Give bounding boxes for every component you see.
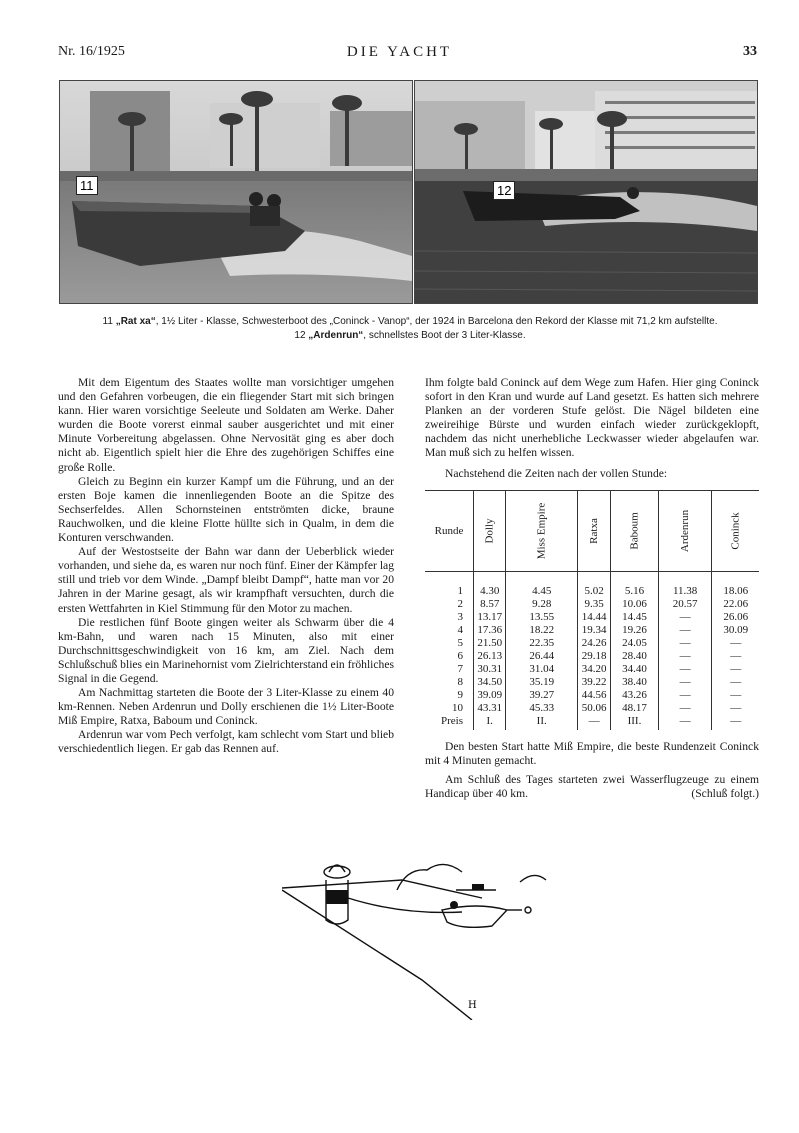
time-cell: 9.35 — [577, 598, 610, 611]
time-cell: 13.17 — [474, 611, 506, 624]
time-cell: — — [658, 650, 712, 663]
time-cell: 30.09 — [712, 624, 759, 637]
article-right-column-end — [425, 740, 759, 801]
time-cell: 14.44 — [577, 611, 610, 624]
time-cell: — — [712, 676, 759, 689]
photo-number: 12 — [493, 181, 515, 200]
time-cell: 5.16 — [611, 572, 659, 599]
table-row — [425, 650, 759, 663]
photo-caption-12 — [40, 329, 780, 342]
time-cell: 9.28 — [506, 598, 578, 611]
header-runde — [425, 491, 474, 572]
sketch-signature: H — [468, 1000, 477, 1011]
time-cell: — — [658, 689, 712, 702]
time-cell: 8.57 — [474, 598, 506, 611]
header-miss-empire — [506, 491, 578, 572]
boat-ratxa-photo — [59, 80, 413, 304]
time-cell: 21.50 — [474, 637, 506, 650]
header-label: Miss Empire — [535, 502, 548, 560]
magazine-title: DIE YACHT — [346, 44, 453, 60]
time-cell: 45.33 — [506, 702, 578, 715]
round-cell: 6 — [457, 650, 463, 662]
time-cell: — — [712, 650, 759, 663]
paragraph: Den besten Start hatte Miß Empire, die beste Rundenzeit Coninck mit 4 Minuten gemacht. — [425, 740, 759, 768]
time-cell: 43.31 — [474, 702, 506, 715]
time-cell: 24.26 — [577, 637, 610, 650]
time-cell: — — [712, 637, 759, 650]
paragraph: Gleich zu Beginn ein kurzer Kampf um die Führung, und an der ersten Boje kamen die innenliegenden Boote an die Spitze des Sechserfeldes. Allen Schornsteinen entströmten dicke, braune Rauchwolken, und die kleine Flotte hüllte sich in Qualm, in dem die Konturen verschwanden. — [58, 474, 394, 545]
paragraph: Mit dem Eigentum des Staates wollte man vorsichtiger umgehen und den Gefahren vorbeugen, die ein fliegender Start mit sich bringen kann. Hier waren vorsichtige Seeleute und Soldaten am Werke. Daher wurden die Boote vorerst einmal sauber ausgerichtet und mit einer Minute Vorbereitung abgelassen. Ohne Nervosität ging es aber doch nicht ab. Eigentlich spielt hier die Ehre des zugehörigen Schiffes eine große Rolle. — [58, 376, 394, 474]
time-cell: — — [712, 663, 759, 676]
round-cell: 1 — [457, 585, 463, 597]
round-cell: Preis — [441, 715, 463, 727]
time-cell: 14.45 — [611, 611, 659, 624]
round-cell: 5 — [457, 637, 463, 649]
time-cell: 39.22 — [577, 676, 610, 689]
header-ardenrun — [658, 491, 712, 572]
time-cell: — — [658, 702, 712, 715]
time-cell: 17.36 — [474, 624, 506, 637]
paragraph: Ihm folgte bald Coninck auf dem Wege zum Hafen. Hier ging Coninck sofort in den Kran und wurde auf Land gesetzt. Es hatten sich mehrere Planken an der vorderen Stufe gelöst. Die Nägel bildeten eine zweireihige Bürste und wurden einfach wieder zurückgeklopft, nachdem das nicht unerhebliche Leckwasser wieder abgelaufen war. Man muß sich zu helfen wissen. — [425, 376, 759, 460]
time-cell: I. — [474, 715, 506, 730]
time-cell: — — [658, 663, 712, 676]
caption-boat-name: „Rat xa“ — [115, 316, 156, 327]
time-cell: 34.20 — [577, 663, 610, 676]
time-cell: 30.31 — [474, 663, 506, 676]
time-cell: 18.22 — [506, 624, 578, 637]
header-label: Runde — [434, 525, 464, 537]
time-cell: 13.55 — [506, 611, 578, 624]
paragraph — [425, 773, 759, 801]
time-cell: 34.50 — [474, 676, 506, 689]
lap-times-table — [425, 490, 759, 730]
table-heading: Nachstehend die Zeiten nach der vollen Stunde: — [445, 466, 668, 480]
time-cell: 26.44 — [506, 650, 578, 663]
paragraph: Am Nachmittag starteten die Boote der 3 Liter-Klasse zu einem 40 km-Rennen. Neben Ardenrun und Dolly erschienen die 1½ Liter-Boote Miß Empire, Ratxa, Baboum und Coninck. — [58, 686, 394, 728]
paragraph-text: Am Schluß des Tages starteten zwei Wasserflugzeuge zu einem Handicap über 40 km. — [425, 773, 759, 801]
time-cell: — — [658, 637, 712, 650]
table-row — [425, 676, 759, 689]
article-left-column — [58, 376, 394, 757]
time-cell: II. — [506, 715, 578, 730]
caption-text: , 1½ Liter - Klasse, Schwesterboot des „Coninck - Vanop“, der 1924 in Barcelona den Rekord der Klasse mit 71,2 km aufstellte. — [155, 316, 718, 327]
page-number: 33 — [743, 44, 757, 59]
table-row — [425, 689, 759, 702]
header-baboum — [611, 491, 659, 572]
table-row — [425, 611, 759, 624]
round-cell: 3 — [457, 611, 463, 623]
time-cell: 26.13 — [474, 650, 506, 663]
continuation-note: (Schluß folgt.) — [691, 787, 759, 801]
header-label: Ardenrun — [679, 509, 692, 553]
caption-boat-name: „Ardenrun“ — [308, 330, 364, 341]
time-cell: 34.40 — [611, 663, 659, 676]
time-cell: — — [658, 624, 712, 637]
time-cell: — — [712, 702, 759, 715]
boat-sketch-illustration — [282, 850, 574, 1020]
table-row — [425, 572, 759, 599]
round-cell: 9 — [457, 689, 463, 701]
time-cell: 39.27 — [506, 689, 578, 702]
time-cell: 43.26 — [611, 689, 659, 702]
photo-caption-11 — [40, 315, 780, 328]
time-cell: 19.26 — [611, 624, 659, 637]
time-cell: — — [712, 689, 759, 702]
paragraph: Die restlichen fünf Boote gingen weiter als Schwarm über die 4 km-Bahn, und waren nach 15 Minuten, also mit einer Durchschnittsgeschwindigkeit von 16 km, am Ziel. Nach dem Schlußschuß blies ein Marinehornist vom Zielrichterstand ein fröhliches Signal in die Gegend. — [58, 615, 394, 685]
header-label: Ratxa — [588, 518, 601, 544]
table-row — [425, 715, 759, 730]
table-header-row — [425, 491, 759, 572]
round-cell: 8 — [457, 676, 463, 688]
time-cell: 31.04 — [506, 663, 578, 676]
time-cell: — — [712, 715, 759, 730]
time-cell: III. — [611, 715, 659, 730]
time-cell: 48.17 — [611, 702, 659, 715]
table-row — [425, 663, 759, 676]
time-cell: 38.40 — [611, 676, 659, 689]
time-cell: 22.06 — [712, 598, 759, 611]
photo-number: 11 — [76, 176, 98, 195]
time-cell: 18.06 — [712, 572, 759, 599]
time-cell: 26.06 — [712, 611, 759, 624]
caption-number: 12 — [294, 330, 309, 341]
table-row — [425, 624, 759, 637]
article-right-column — [425, 376, 759, 481]
time-cell: 11.38 — [658, 572, 712, 599]
time-cell: 50.06 — [577, 702, 610, 715]
issue-number: Nr. 16/1925 — [58, 44, 125, 59]
boat-ardenrun-photo — [414, 80, 758, 304]
time-cell: 29.18 — [577, 650, 610, 663]
round-cell: 10 — [452, 702, 463, 714]
time-cell: — — [658, 611, 712, 624]
time-cell: 4.30 — [474, 572, 506, 599]
time-cell: 28.40 — [611, 650, 659, 663]
paragraph: Ardenrun war vom Pech verfolgt, kam schlecht vom Start und blieb verschiedentlich liegen. Er gab das Rennen auf. — [58, 728, 394, 756]
time-cell: — — [577, 715, 610, 730]
time-cell: 44.56 — [577, 689, 610, 702]
round-cell: 4 — [457, 624, 463, 636]
time-cell: 5.02 — [577, 572, 610, 599]
header-label: Baboum — [628, 512, 641, 550]
caption-number: 11 — [102, 316, 116, 327]
round-cell: 7 — [457, 663, 463, 675]
table-row — [425, 598, 759, 611]
time-cell: 39.09 — [474, 689, 506, 702]
time-cell: 19.34 — [577, 624, 610, 637]
table-row — [425, 637, 759, 650]
time-cell: 22.35 — [506, 637, 578, 650]
paragraph: Auf der Westostseite der Bahn war dann der Ueberblick wieder vorhanden, und siehe da, es waren nur noch fünf. Einer der Kämpfer lag still und trieb vor dem Winde. „Dampf bleibt Dampf“, hatte man vor 20 Jahren in der Marine gesagt, als wir krampfhaft versuchten, durch die ersten Wettfahrten in Kiel Stimmung für den Motor zu machen. — [58, 545, 394, 615]
header-label: Dolly — [483, 518, 496, 544]
round-cell: 2 — [457, 598, 463, 610]
header-dolly — [474, 491, 506, 572]
time-cell: — — [658, 676, 712, 689]
header-coninck — [712, 491, 759, 572]
caption-text: , schnellstes Boot der 3 Liter-Klasse. — [363, 330, 526, 341]
time-cell: 20.57 — [658, 598, 712, 611]
time-cell: 24.05 — [611, 637, 659, 650]
time-cell: 4.45 — [506, 572, 578, 599]
header-ratxa — [577, 491, 610, 572]
time-cell: — — [658, 715, 712, 730]
table-row — [425, 702, 759, 715]
time-cell: 10.06 — [611, 598, 659, 611]
time-cell: 35.19 — [506, 676, 578, 689]
header-label: Coninck — [729, 512, 742, 550]
